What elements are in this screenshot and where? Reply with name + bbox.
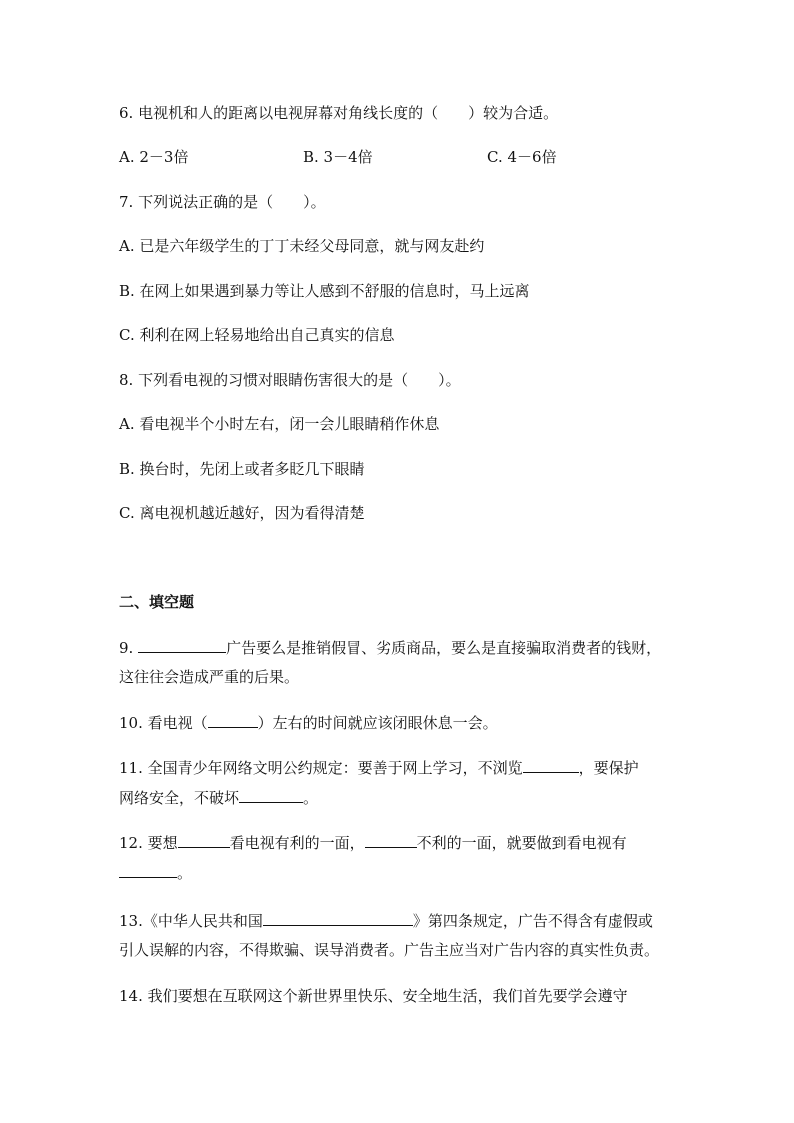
q10-after: ）左右的时间就应该闭眼休息一会。 [257, 714, 498, 732]
q6-option-a: A. 2－3倍 [119, 148, 189, 166]
answer-blank[interactable] [239, 787, 303, 803]
q12-before: 12. 要想 [119, 834, 178, 852]
q11-line2-before: 网络安全，不破坏 [119, 789, 240, 807]
question-12-line2 [119, 862, 192, 883]
answer-blank[interactable] [178, 832, 230, 848]
question-13-line2: 引人误解的内容，不得欺骗、误导消费者。广告主应当对广告内容的真实性负责。 [119, 941, 660, 959]
q13-after: 》第四条规定，广告不得含有虚假或 [412, 912, 653, 930]
question-8: 8. 下列看电视的习惯对眼睛伤害很大的是（ ）。 [119, 371, 461, 389]
question-9 [119, 637, 661, 658]
q11-before: 11. 全国青少年网络文明公约规定：要善于网上学习，不浏览 [119, 759, 523, 777]
q12-mid1: 看电视有利的一面， [229, 834, 365, 852]
question-12 [119, 832, 627, 853]
question-13 [119, 910, 653, 931]
question-11-line2 [119, 787, 318, 808]
q11-mid: ，要保护 [578, 759, 639, 777]
answer-blank[interactable] [138, 637, 226, 653]
q10-before: 10. 看电视（ [119, 714, 208, 732]
q12-line2-after: 。 [177, 864, 193, 882]
answer-blank[interactable] [208, 712, 258, 728]
q8-option-c: C. 离电视机越近越好，因为看得清楚 [119, 504, 365, 522]
question-11 [119, 757, 639, 778]
q11-line2-after: 。 [303, 789, 319, 807]
q6-option-b: B. 3－4倍 [303, 148, 373, 166]
answer-blank[interactable] [119, 862, 177, 878]
section-heading: 二、填空题 [119, 593, 195, 611]
q12-mid2: 不利的一面，就要做到看电视有 [416, 834, 627, 852]
q7-option-c: C. 利利在网上轻易地给出自己真实的信息 [119, 326, 395, 344]
q6-option-c: C. 4－6倍 [487, 148, 557, 166]
q13-before: 13.《中华人民共和国 [119, 912, 263, 930]
question-10 [119, 712, 498, 733]
question-7: 7. 下列说法正确的是（ ）。 [119, 193, 326, 211]
answer-blank[interactable] [523, 757, 579, 773]
q8-option-a: A. 看电视半个小时左右，闭一会儿眼睛稍作休息 [119, 415, 440, 433]
question-9-line2: 这往往会造成严重的后果。 [119, 668, 300, 686]
question-6: 6. 电视机和人的距离以电视屏幕对角线长度的（ ）较为合适。 [119, 104, 559, 122]
q9-number: 9. [119, 639, 139, 657]
answer-blank[interactable] [365, 832, 417, 848]
answer-blank[interactable] [263, 910, 413, 926]
q7-option-b: B. 在网上如果遇到暴力等让人感到不舒服的信息时，马上远离 [119, 282, 530, 300]
question-14: 14. 我们要想在互联网这个新世界里快乐、安全地生活，我们首先要学会遵守 [119, 987, 628, 1005]
q7-option-a: A. 已是六年级学生的丁丁未经父母同意，就与网友赴约 [119, 237, 485, 255]
q8-option-b: B. 换台时，先闭上或者多眨几下眼睛 [119, 460, 365, 478]
q9-text: 广告要么是推销假冒、劣质商品，要么是直接骗取消费者的钱财， [226, 639, 662, 657]
